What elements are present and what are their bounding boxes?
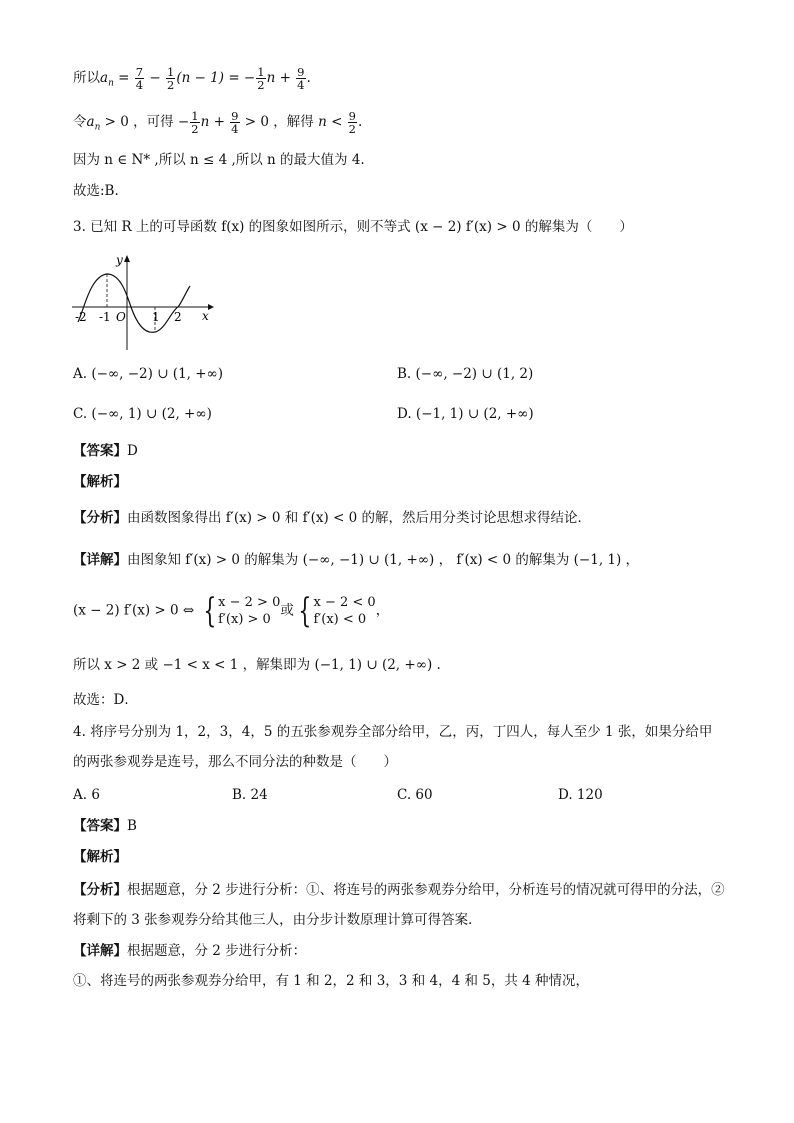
text-prefix: 所以: [73, 70, 100, 86]
xiangjie-text: 根据题意，分 2 步进行分析：: [127, 943, 307, 959]
fraction-9-2: [348, 110, 357, 135]
derivation-line-3: 因为 n ∈ N* ,所以 n ≤ 4 ,所以 n 的最大值为 4.: [73, 152, 365, 168]
q3-fenxi: [73, 508, 591, 528]
q4-option-b: B. 24: [232, 787, 268, 803]
tick-label-neg1: -1: [99, 310, 111, 324]
num: 7: [135, 65, 144, 79]
den: 4: [231, 122, 239, 136]
den: 2: [167, 78, 175, 92]
den: 2: [257, 78, 265, 92]
q4-option-d: D. 120: [558, 787, 603, 803]
derivation-line-2: [73, 110, 362, 138]
q3-option-a: A. (−∞, −2) ∪ (1, +∞): [73, 366, 224, 382]
q4-xiangjie: [73, 941, 306, 961]
q3-option-d: D. (−1, 1) ∪ (2, +∞): [397, 406, 534, 422]
y-axis-arrow: [124, 255, 130, 262]
tick-label-1: 1: [152, 310, 160, 324]
den: 4: [297, 78, 305, 92]
minus: −: [145, 70, 165, 86]
row: f′(x) > 0: [218, 612, 271, 627]
answer-tag: 【答案】: [73, 818, 127, 834]
system-2-rows: [314, 594, 376, 628]
fraction-7-4: [135, 66, 144, 91]
fenxi-tag: 【分析】: [73, 510, 127, 526]
n-plus: n +: [266, 70, 296, 86]
system-1: [199, 593, 281, 629]
num: 1: [191, 109, 199, 123]
q3-option-b: B. (−∞, −2) ∪ (1, 2): [397, 366, 534, 382]
text: > 0 ，可得 −: [100, 114, 190, 130]
fraction-9-4: [296, 66, 305, 91]
answer-value: B: [127, 818, 137, 834]
tick-label-neg2: -2: [75, 310, 87, 324]
q3-conclusion: 所以 x > 2 或 −1 < x < 1 ，解集即为 (−1, 1) ∪ (2, +∞) .: [73, 657, 441, 673]
question-4-stem-1: 4. 将序号分别为 1，2，3，4，5 的五张参观券全部分给甲，乙，丙，丁四人，每人至少 1 张，如果分给甲: [73, 724, 713, 740]
jiexi-tag: 【解析】: [73, 849, 127, 865]
fraction-1-2: [166, 66, 175, 91]
answer-choice-line: 故选:B.: [73, 183, 119, 199]
sub-n: n: [108, 78, 114, 89]
fenxi-text: 由函数图象得出 f′(x) > 0 和 f′(x) < 0 的解，然后用分类讨论思想求得结论．: [127, 510, 592, 526]
den: 2: [348, 122, 356, 136]
q4-option-c: C. 60: [397, 787, 433, 803]
paren-expr: (n − 1) = −: [176, 70, 256, 86]
num: 9: [297, 65, 305, 79]
var-a: a: [86, 114, 95, 130]
derivation-line-1: [73, 66, 311, 94]
num: 9: [231, 109, 239, 123]
x-label: x: [202, 309, 209, 323]
num: 1: [257, 65, 265, 79]
function-graph: [70, 252, 220, 352]
answer-value: D: [127, 443, 138, 459]
eq-sign: =: [113, 70, 134, 86]
y-label: y: [116, 253, 123, 267]
or-text: 或: [280, 602, 294, 619]
var-a: a: [100, 70, 109, 86]
fraction-1-2b: [256, 66, 265, 91]
xiangjie-text: 由图象知 f′(x) > 0 的解集为 (−∞, −1) ∪ (1, +∞) ， f′(x) < 0 的解集为 (−1, 1) ，: [127, 552, 640, 568]
q4-fenxi-1: [73, 880, 725, 900]
fraction-1-2: [190, 110, 199, 135]
den: 2: [191, 122, 199, 136]
answer-tag: 【答案】: [73, 443, 127, 459]
q3-option-c: C. (−∞, 1) ∪ (2, +∞): [73, 406, 212, 422]
q3-xiangjie: [73, 550, 639, 570]
q4-fenxi-2: 将剩下的 3 张参观券分给其他三人，由分步计数原理计算可得答案．: [73, 912, 482, 928]
num: 1: [167, 65, 175, 79]
fraction-9-4: [230, 110, 239, 135]
period: .: [306, 70, 311, 86]
period: .: [358, 114, 363, 130]
system-lhs: (x − 2) f′(x) > 0 ⇔: [73, 602, 195, 619]
xiangjie-tag: 【详解】: [73, 552, 127, 568]
text: > 0 ，解得: [240, 114, 319, 130]
q3-system-line: [73, 592, 389, 629]
q4-jiexi: [73, 847, 127, 867]
comma: ，: [375, 602, 390, 619]
origin-label: O: [116, 310, 126, 324]
system-2: [294, 593, 376, 629]
row: x − 2 > 0: [218, 595, 281, 610]
jiexi-tag: 【解析】: [73, 474, 127, 490]
text: 令: [73, 114, 87, 130]
xiangjie-tag: 【详解】: [73, 943, 127, 959]
brace-icon: {: [298, 591, 312, 631]
question-4-stem-2: 的两张参观券是连号，那么不同分法的种数是（ ）: [73, 754, 397, 770]
n-plus: n +: [200, 114, 230, 130]
row: f′(x) < 0: [313, 612, 367, 627]
sub-n: n: [94, 122, 101, 133]
q3-answer: [73, 441, 138, 461]
question-3-stem: 3. 已知 R 上的可导函数 f(x) 的图象如图所示，则不等式 (x − 2) f′(x) > 0 的解集为（ ）: [73, 219, 633, 235]
fenxi-tag: 【分析】: [73, 882, 127, 898]
row: x − 2 < 0: [313, 595, 376, 610]
x-axis-arrow: [208, 304, 214, 310]
n-lt: n <: [318, 114, 347, 130]
tick-label-2: 2: [174, 310, 182, 324]
q3-choice: 故选：D．: [73, 692, 138, 708]
fenxi-text: 根据题意，分 2 步进行分析：①、将连号的两张参观券分给甲，分析连号的情况就可得甲的分法，②: [127, 882, 725, 898]
q3-jiexi: [73, 472, 127, 492]
q4-option-a: A. 6: [73, 787, 100, 803]
q4-answer: [73, 816, 137, 836]
brace-icon: {: [202, 591, 216, 631]
system-1-rows: [218, 594, 280, 628]
num: 9: [348, 109, 356, 123]
den: 4: [135, 78, 144, 92]
q4-step-1: ①、将连号的两张参观券分给甲，有 1 和 2，2 和 3，3 和 4，4 和 5，共 4 种情况，: [73, 973, 590, 989]
